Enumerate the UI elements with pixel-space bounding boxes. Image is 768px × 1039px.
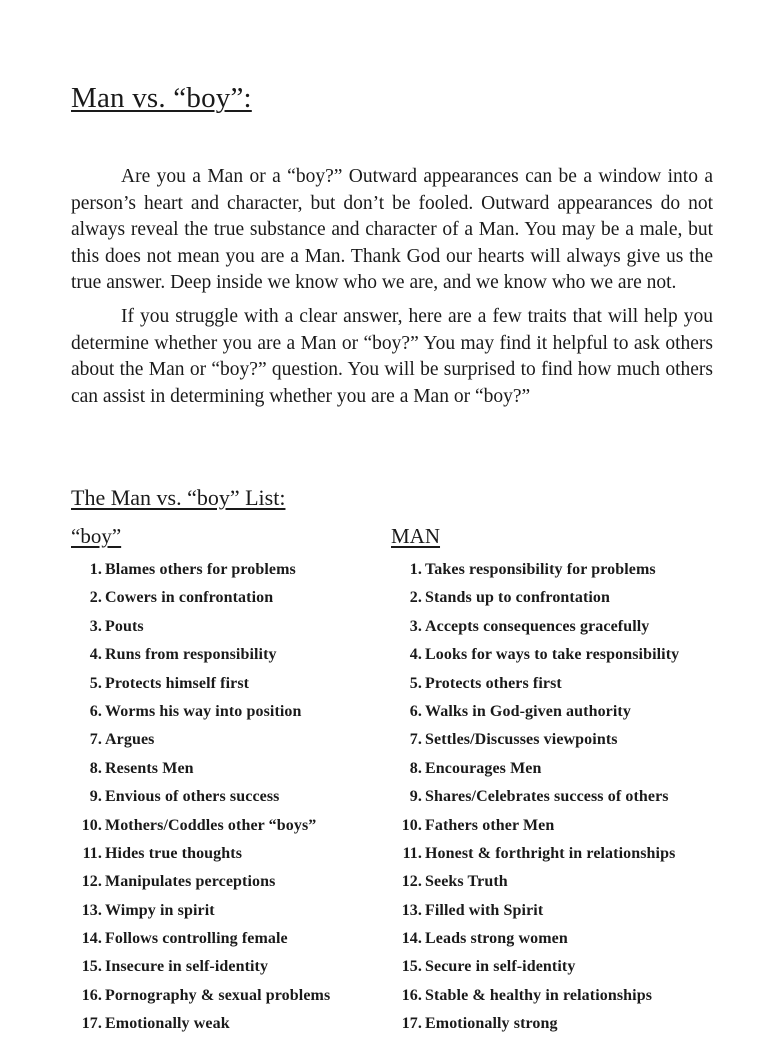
man-trait-text: Emotionally strong (425, 1015, 558, 1033)
boy-trait-text: Cowers in confrontation (105, 589, 274, 607)
man-trait-item (391, 670, 679, 698)
man-trait-item (391, 868, 679, 896)
boy-trait-text: Protects himself first (105, 674, 250, 692)
boy-trait-text: Hides true thoughts (105, 844, 243, 862)
boy-trait-number: 4. (89, 646, 102, 664)
man-trait-text: Fathers other Men (425, 816, 555, 834)
man-trait-number: 11. (402, 844, 422, 862)
man-trait-item (391, 726, 679, 754)
boy-trait-number: 6. (89, 702, 102, 720)
boy-trait-item (71, 1010, 330, 1038)
man-trait-number: 5. (409, 674, 422, 692)
boy-trait-item (71, 783, 330, 811)
boy-trait-text: Insecure in self-identity (105, 958, 269, 976)
boy-trait-item (71, 982, 330, 1010)
man-trait-number: 10. (401, 816, 422, 834)
boy-trait-number: 16. (81, 986, 102, 1004)
boy-trait-number: 14. (81, 930, 102, 948)
boy-trait-text: Mothers/Coddles other “boys” (105, 816, 317, 834)
man-trait-item (391, 840, 679, 868)
boy-trait-number: 7. (89, 731, 102, 749)
boy-trait-item (71, 726, 330, 754)
man-trait-item (391, 698, 679, 726)
man-trait-text: Filled with Spirit (425, 901, 544, 919)
boy-trait-text: Worms his way into position (105, 702, 302, 720)
man-trait-text: Encourages Men (425, 759, 542, 777)
boy-trait-text: Wimpy in spirit (105, 901, 215, 919)
boy-trait-list (71, 556, 330, 1039)
man-trait-item (391, 925, 679, 953)
man-trait-item (391, 953, 679, 981)
man-trait-item (391, 982, 679, 1010)
man-trait-number: 14. (401, 930, 422, 948)
boy-trait-number: 15. (81, 958, 102, 976)
boy-trait-item (71, 755, 330, 783)
man-trait-text: Walks in God-given authority (425, 702, 631, 720)
boy-trait-item (71, 670, 330, 698)
man-trait-text: Seeks Truth (425, 873, 508, 891)
page-title: Man vs. “boy”: (71, 82, 252, 114)
man-column-header: MAN (391, 524, 441, 548)
boy-trait-number: 2. (89, 589, 102, 607)
boy-trait-number: 11. (82, 844, 102, 862)
boy-trait-number: 12. (81, 873, 102, 891)
man-trait-item (391, 783, 679, 811)
man-trait-number: 6. (409, 702, 422, 720)
boy-trait-number: 1. (89, 561, 102, 578)
man-trait-item (391, 1010, 679, 1038)
boy-trait-item (71, 897, 330, 925)
man-trait-text: Settles/Discusses viewpoints (425, 731, 618, 749)
boy-trait-number: 8. (89, 759, 102, 777)
man-trait-text: Looks for ways to take responsibility (425, 646, 680, 664)
intro-text (71, 164, 713, 417)
boy-trait-number: 17. (81, 1015, 102, 1033)
boy-trait-text: Envious of others success (105, 788, 280, 806)
boy-trait-item (71, 840, 330, 868)
man-trait-item (391, 812, 679, 840)
man-trait-text: Honest & forthright in relationships (425, 844, 676, 862)
man-trait-number: 4. (409, 646, 422, 664)
boy-trait-text: Blames others for problems (105, 561, 296, 578)
boy-trait-item (71, 698, 330, 726)
intro-paragraph-2: If you struggle with a clear answer, here are a few traits that will help you determine whether you are a Man or “boy?” You may find it helpful to ask others about the Man or “boy?” question. You will be surprised to find how much others can assist in determining whether you are a Man or “boy?” (71, 305, 713, 407)
man-trait-number: 9. (409, 788, 422, 806)
man-trait-number: 13. (401, 901, 422, 919)
boy-trait-number: 5. (89, 674, 102, 692)
man-trait-number: 12. (401, 873, 422, 891)
boy-trait-text: Resents Men (105, 759, 194, 777)
boy-trait-item (71, 868, 330, 896)
boy-trait-text: Runs from responsibility (105, 646, 277, 664)
man-trait-list (391, 556, 679, 1039)
man-trait-text: Stands up to confrontation (425, 589, 611, 607)
man-trait-number: 8. (409, 759, 422, 777)
boy-trait-text: Argues (105, 731, 155, 749)
boy-trait-item (71, 613, 330, 641)
boy-column-header: “boy” (71, 524, 122, 548)
boy-trait-text: Follows controlling female (105, 930, 288, 948)
man-trait-number: 7. (409, 731, 422, 749)
boy-trait-number: 13. (81, 901, 102, 919)
man-trait-item (391, 755, 679, 783)
boy-trait-item (71, 556, 330, 584)
man-trait-text: Secure in self-identity (425, 958, 576, 976)
boy-trait-item (71, 925, 330, 953)
man-trait-text: Stable & healthy in relationships (425, 986, 653, 1004)
boy-trait-text: Manipulates perceptions (105, 873, 276, 891)
boy-trait-number: 3. (89, 617, 102, 635)
boy-trait-text: Pornography & sexual problems (105, 986, 331, 1004)
list-title: The Man vs. “boy” List: (71, 485, 286, 510)
man-trait-item (391, 556, 679, 584)
boy-trait-number: 9. (89, 788, 102, 806)
man-trait-item (391, 613, 679, 641)
man-trait-number: 17. (401, 1015, 422, 1033)
man-trait-number: 16. (401, 986, 422, 1004)
man-trait-text: Leads strong women (425, 930, 568, 948)
boy-trait-item (71, 812, 330, 840)
man-trait-number: 3. (409, 617, 422, 635)
boy-trait-item (71, 953, 330, 981)
man-trait-text: Protects others first (425, 674, 562, 692)
boy-trait-item (71, 641, 330, 669)
man-trait-text: Shares/Celebrates success of others (425, 788, 669, 806)
man-trait-text: Takes responsibility for problems (425, 561, 656, 578)
man-trait-number: 2. (409, 589, 422, 607)
man-trait-text: Accepts consequences gracefully (425, 617, 650, 635)
man-trait-item (391, 897, 679, 925)
man-trait-number: 1. (409, 561, 422, 578)
man-trait-item (391, 584, 679, 612)
boy-trait-number: 10. (81, 816, 102, 834)
man-trait-item (391, 641, 679, 669)
intro-paragraph-1: Are you a Man or a “boy?” Outward appearances can be a window into a person’s heart and character, but don’t be fooled. Outward appearances do not always reveal the true substance and character of a Man. You may be a male, but this does not mean you are a Man. Thank God our hearts will always give us the true answer. Deep inside we know who we are, and we know who we are not. (71, 166, 713, 294)
boy-trait-item (71, 584, 330, 612)
boy-trait-text: Pouts (105, 617, 144, 635)
man-trait-number: 15. (401, 958, 422, 976)
boy-trait-text: Emotionally weak (105, 1015, 230, 1033)
